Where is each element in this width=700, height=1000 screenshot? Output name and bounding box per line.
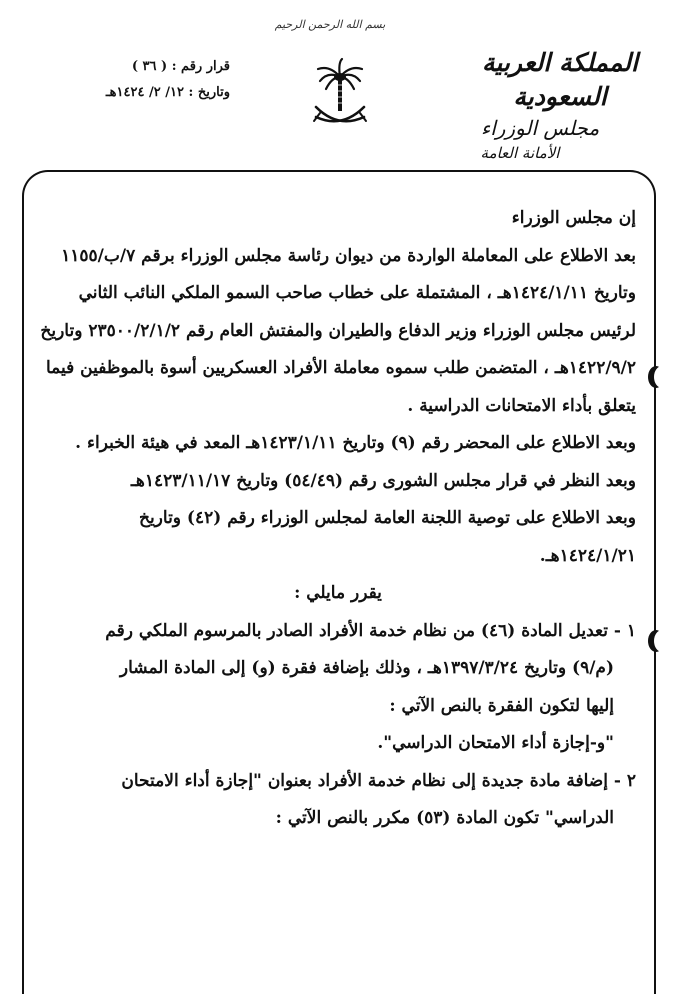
- body-line: وتاريخ ١٤٢٤/١/١١هـ ، المشتملة على خطاب صاحب السمو الملكي النائب الثاني: [78, 283, 636, 303]
- decision-body: [40, 200, 636, 838]
- resolution-heading: يقرر مايلي :: [294, 583, 382, 603]
- clause-line: "و-إجازة أداء الامتحان الدراسي".: [377, 733, 614, 753]
- kingdom-name: المملكة العربية السعودية: [482, 48, 638, 111]
- body-line: يتعلق بأداء الامتحانات الدراسية .: [407, 395, 636, 416]
- frame-notch: [648, 630, 664, 652]
- clause-line: (م/٩) وتاريخ ١٣٩٧/٣/٢٤هـ ، وذلك بإضافة فقرة (و) إلى المادة المشار: [119, 658, 614, 678]
- clause-line: الدراسي" تكون المادة (٥٣) مكرر بالنص الآتي :: [275, 808, 614, 828]
- decision-date: وتاريخ : ١٢/ ٢/ ١٤٢٤هـ: [105, 85, 230, 100]
- decision-reference: [40, 54, 230, 106]
- body-line: ١٤٢٢/٩/٢هـ ، المتضمن طلب سموه معاملة الأفراد العسكريين أسوة بالموظفين فيما: [45, 358, 636, 378]
- body-line: ١٤٢٤/١/٢١هـ.: [539, 545, 636, 566]
- clause-line: إليها لتكون الفقرة بالنص الآتي :: [389, 695, 614, 716]
- frame-notch: [648, 366, 664, 388]
- body-line: بعد الاطلاع على المعاملة الواردة من ديوان رئاسة مجلس الوزراء برقم ٧/ب/١١٥٥: [61, 245, 636, 266]
- opening-line: إن مجلس الوزراء: [511, 208, 636, 228]
- body-line: وبعد الاطلاع على توصية اللجنة العامة لمجلس الوزراء رقم (٤٢) وتاريخ: [138, 508, 636, 528]
- body-line: وبعد الاطلاع على المحضر رقم (٩) وتاريخ ١٤٢٣/١/١١هـ المعد في هيئة الخبراء .: [75, 433, 636, 453]
- saudi-emblem-icon: [310, 55, 370, 135]
- letterhead: [440, 46, 680, 164]
- clause-line: ٢ - إضافة مادة جديدة إلى نظام خدمة الأفراد بعنوان "إجازة أداء الامتحان: [121, 770, 636, 791]
- clause-line: ١ - تعديل المادة (٤٦) من نظام خدمة الأفراد الصادر بالمرسوم الملكي رقم: [105, 620, 636, 641]
- secretariat-name: الأمانة العامة: [480, 144, 560, 162]
- body-line: وبعد النظر في قرار مجلس الشورى رقم (٥٤/٤٩) وتاريخ ١٤٢٣/١١/١٧هـ: [130, 470, 636, 491]
- body-line: لرئيس مجلس الوزراء وزير الدفاع والطيران والمفتش العام رقم ٢٣٥٠٠/٢/١/٢ وتاريخ: [40, 320, 636, 341]
- basmala: بسم الله الرحمن الرحيم: [274, 18, 386, 31]
- council-name: مجلس الوزراء: [480, 116, 600, 140]
- decision-number: قرار رقم : ( ٣٦ ): [131, 59, 230, 74]
